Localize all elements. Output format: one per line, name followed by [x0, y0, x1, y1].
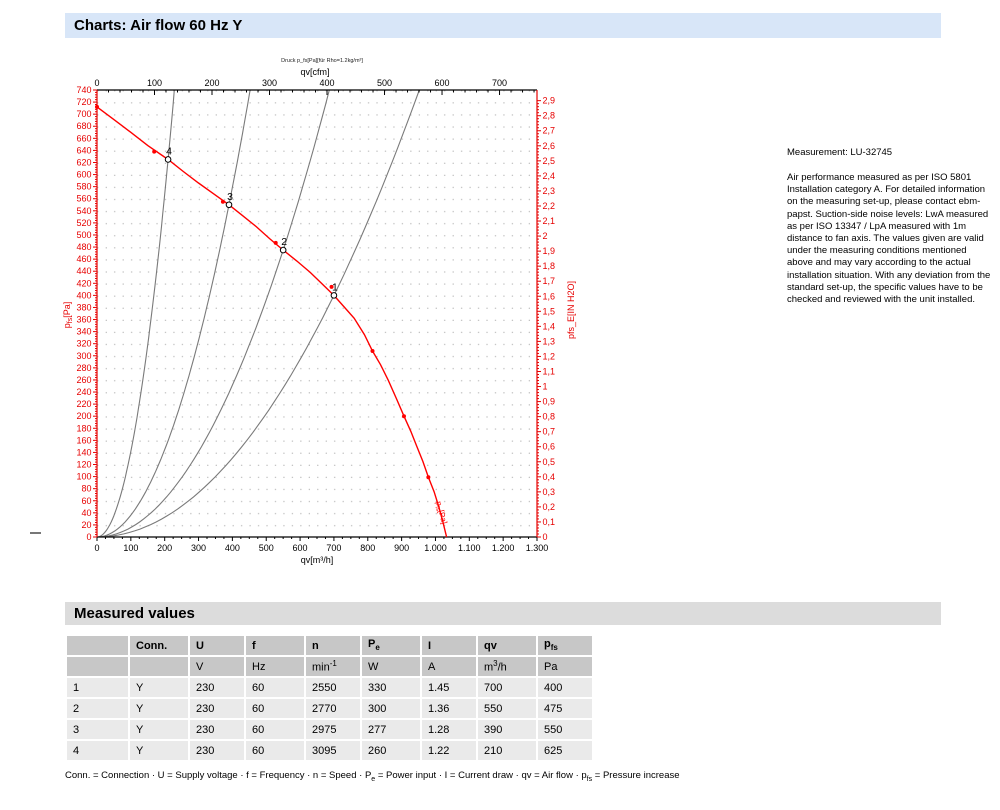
- right-axis-tick-label: 0,8: [542, 411, 556, 422]
- table-row-cell: Y: [130, 720, 188, 739]
- section-title-measured-values: Measured values: [65, 602, 941, 625]
- right-axis-tick-label: 2,3: [542, 185, 556, 196]
- table-row: [67, 741, 592, 760]
- bottom-axis-tick-label: 200: [157, 543, 173, 553]
- left-axis-tick-label: 200: [76, 411, 92, 422]
- table-row: [67, 678, 592, 697]
- measurement-id: Measurement: LU-32745: [787, 147, 893, 158]
- table-header-row-cell: I: [422, 636, 476, 655]
- table-legend: Conn. = Connection · U = Supply voltage · f = Frequency · n = Speed · $P_e$ = Power input · I = Current draw · qv = Air flow · $p_{fs}$ = Pressure increase: [65, 770, 680, 783]
- right-axis-tick-label: 1,4: [542, 321, 556, 332]
- table-row-cell: 625: [538, 741, 592, 760]
- table-header-row-cell: U: [190, 636, 244, 655]
- table-row: [67, 699, 592, 718]
- margin-dash: [30, 532, 41, 534]
- left-axis-tick-label: 220: [76, 399, 92, 410]
- table-row-cell: 2: [67, 699, 128, 718]
- left-axis-tick-label: 80: [81, 483, 92, 494]
- table-unit-row-cell: Hz: [246, 657, 304, 676]
- table-row-cell: 277: [362, 720, 420, 739]
- right-axis-tick-label: 2,7: [542, 125, 556, 136]
- table-row-cell: 60: [246, 699, 304, 718]
- table-unit-row-cell: Pa: [538, 657, 592, 676]
- page-title: Charts: Air flow 60 Hz Y: [65, 13, 941, 38]
- bottom-axis-tick-label: 1.200: [491, 543, 515, 553]
- left-axis-tick-label: 660: [76, 133, 92, 144]
- operating-point-marker: [280, 247, 286, 253]
- left-axis-tick-label: 260: [76, 374, 92, 385]
- table-header-row-cell: [67, 636, 128, 655]
- right-axis-tick-label: 2: [542, 231, 548, 242]
- left-axis-tick-label: 140: [76, 447, 92, 458]
- right-axis-tick-label: 2,2: [542, 200, 556, 211]
- table-row-cell: Y: [130, 741, 188, 760]
- airflow-chart: [0, 0, 650, 600]
- top-axis-tick-label: 0: [94, 78, 100, 88]
- right-axis-tick-label: 2,4: [542, 170, 556, 181]
- top-axis-tick-label: 300: [261, 78, 278, 88]
- right-axis-tick-label: 1,8: [542, 261, 556, 272]
- fan-curve-label: $p_{fs}[Pa]$: [433, 500, 449, 526]
- chart-grid: [97, 90, 537, 537]
- left-axis-tick-label: 680: [76, 121, 92, 132]
- left-axis-tick-label: 520: [76, 217, 92, 228]
- table-header-row-cell: f: [246, 636, 304, 655]
- table-row-cell: 550: [478, 699, 536, 718]
- table-row-cell: 210: [478, 741, 536, 760]
- table-row-cell: 330: [362, 678, 420, 697]
- bottom-axis-tick-label: 900: [394, 543, 410, 553]
- left-axis-tick-label: 500: [76, 229, 92, 240]
- left-axis-tick-label: 740: [76, 85, 92, 95]
- left-axis-tick-label: 40: [81, 507, 92, 518]
- left-axis-tick-label: 100: [76, 471, 92, 482]
- bottom-axis-tick-label: 400: [224, 543, 240, 553]
- table-unit-row-cell: [67, 657, 128, 676]
- bottom-axis: [94, 537, 548, 565]
- right-axis-title: pfs_E[IN H2O]: [566, 280, 576, 340]
- right-axis-tick-label: 0,4: [542, 471, 556, 482]
- right-axis-tick-label: 2,5: [542, 155, 556, 166]
- table-unit-row-cell: A: [422, 657, 476, 676]
- right-axis-tick-label: 1,9: [542, 246, 556, 257]
- left-axis-tick-label: 380: [76, 302, 92, 313]
- left-axis-tick-label: 720: [76, 97, 92, 108]
- table-row-cell: 3095: [306, 741, 360, 760]
- bottom-axis-tick-label: 1.300: [525, 543, 549, 553]
- left-axis-title: $p_{fs}[Pa]$: [62, 301, 74, 329]
- left-axis-tick-label: 60: [81, 495, 92, 506]
- left-axis-tick-label: 240: [76, 387, 92, 398]
- left-axis-tick-label: 420: [76, 278, 92, 289]
- table-row-cell: 1.36: [422, 699, 476, 718]
- table-header-row: [67, 636, 592, 655]
- fan-curve-dot: [274, 241, 278, 245]
- table-row-cell: 2550: [306, 678, 360, 697]
- right-axis-tick-label: 1,2: [542, 351, 556, 362]
- right-axis-tick-label: 0,1: [542, 516, 556, 527]
- left-axis-tick-label: 620: [76, 157, 92, 168]
- measured-values-table: [65, 634, 594, 762]
- table-row-cell: 475: [538, 699, 592, 718]
- right-axis-tick-label: 0,6: [542, 441, 556, 452]
- operating-point-marker: [331, 293, 337, 299]
- operating-point-number: 2: [281, 236, 288, 249]
- fan-curve-dot: [95, 105, 99, 109]
- left-axis-tick-label: 360: [76, 314, 92, 325]
- right-axis: [537, 90, 576, 542]
- top-axis-tick-label: 700: [492, 78, 508, 88]
- left-axis-tick-label: 460: [76, 254, 92, 265]
- right-axis-tick-label: 0,9: [542, 396, 556, 407]
- left-axis-tick-label: 560: [76, 193, 92, 204]
- right-axis-tick-label: 1,6: [542, 291, 556, 302]
- left-axis-tick-label: 400: [76, 290, 92, 301]
- table-row-cell: 60: [246, 678, 304, 697]
- table-row-cell: 230: [190, 678, 244, 697]
- right-axis-tick-label: 1,1: [542, 366, 556, 377]
- left-axis-tick-label: 280: [76, 362, 92, 373]
- table-row: [67, 720, 592, 739]
- table-unit-row-cell: V: [190, 657, 244, 676]
- bottom-axis-tick-label: 1.100: [458, 543, 481, 553]
- left-axis-tick-label: 540: [76, 205, 92, 216]
- table-row-cell: 400: [538, 678, 592, 697]
- right-axis-tick-label: 1,3: [542, 336, 556, 347]
- left-axis-tick-label: 20: [81, 519, 92, 530]
- top-axis-tick-label: 100: [146, 78, 163, 88]
- bottom-axis-tick-label: 500: [258, 543, 274, 553]
- table-row-cell: 60: [246, 720, 304, 739]
- table-row-cell: 1.45: [422, 678, 476, 697]
- table-row-cell: 700: [478, 678, 536, 697]
- fan-curve-dot: [426, 475, 430, 479]
- bottom-axis-tick-label: 700: [326, 543, 342, 553]
- table-row-cell: 390: [478, 720, 536, 739]
- top-axis-tick-label: 200: [204, 78, 220, 88]
- fan-curve-dot: [371, 349, 375, 353]
- top-axis-tick-label: 600: [434, 78, 450, 88]
- table-row-cell: 230: [190, 741, 244, 760]
- table-unit-row-cell: W: [362, 657, 420, 676]
- operating-point-number: 4: [166, 145, 172, 158]
- right-axis-tick-label: 2,1: [542, 216, 556, 227]
- table-row-cell: 230: [190, 720, 244, 739]
- operating-point-marker: [226, 202, 232, 208]
- table-row-cell: 1.22: [422, 741, 476, 760]
- right-axis-tick-label: 0,3: [542, 486, 556, 497]
- right-axis-tick-label: 0,2: [542, 501, 556, 512]
- fan-curve-dot: [221, 200, 225, 204]
- left-axis-tick-label: 180: [76, 423, 92, 434]
- table-row-cell: 3: [67, 720, 128, 739]
- left-axis-tick-label: 160: [76, 435, 92, 446]
- table-row-cell: 2770: [306, 699, 360, 718]
- table-unit-row-cell: $m^3/h$: [478, 657, 536, 676]
- table-row-cell: 550: [538, 720, 592, 739]
- table-row-cell: 2975: [306, 720, 360, 739]
- table-unit-row-cell: [130, 657, 188, 676]
- table-row-cell: 260: [362, 741, 420, 760]
- left-axis-tick-label: 340: [76, 326, 92, 337]
- table-header-row-cell: $p_{fs}$: [538, 636, 592, 655]
- operating-point-marker: [165, 157, 171, 163]
- measurement-disclaimer: Air performance measured as per ISO 5801 Installation category A. For detailed information on the measuring set-up, please contact ebm-papst. Suction-side noise levels: LwA measured as per ISO 13347 / LpA measured with 1m distance to fan axis. The values given are valid under the measuring conditions mentioned above and may vary according to the actual installation situation. With any deviation from the standard set-up, the specific values have to be checked and reviewed with the unit installed.: [787, 172, 991, 306]
- bottom-axis-tick-label: 600: [292, 543, 308, 553]
- operating-point-number: 1: [332, 281, 338, 294]
- table-row-cell: 1.28: [422, 720, 476, 739]
- table-header-row-cell: qv: [478, 636, 536, 655]
- right-axis-tick-label: 2,8: [542, 110, 556, 121]
- left-axis-tick-label: 300: [76, 350, 92, 361]
- left-axis-tick-label: 440: [76, 266, 92, 277]
- table-unit-row-cell: $\min^{-1}$: [306, 657, 360, 676]
- bottom-axis-tick-label: 0: [94, 543, 100, 553]
- chart-small-header: Druck p_fs[Pa][für Rho=1.2kg/m³]: [281, 58, 363, 64]
- right-axis-tick-label: 1: [542, 381, 548, 392]
- right-axis-tick-label: 0: [542, 532, 548, 542]
- table-row-cell: 230: [190, 699, 244, 718]
- left-axis-tick-label: 0: [86, 532, 92, 542]
- left-axis-tick-label: 640: [76, 145, 92, 156]
- table-header-row-cell: n: [306, 636, 360, 655]
- table-row-cell: 60: [246, 741, 304, 760]
- fan-curve-dot: [402, 414, 406, 418]
- table-header-row-cell: $P_e$: [362, 636, 420, 655]
- table-unit-row: [67, 657, 592, 676]
- right-axis-tick-label: 0,5: [542, 456, 556, 467]
- left-axis-tick-label: 600: [76, 169, 92, 180]
- bottom-axis-tick-label: 800: [360, 543, 376, 553]
- right-axis-tick-label: 1,7: [542, 276, 556, 287]
- top-axis-tick-label: 500: [377, 78, 393, 88]
- right-axis-tick-label: 2,6: [542, 140, 556, 151]
- fan-curve-dot: [152, 150, 156, 154]
- table-row-cell: Y: [130, 699, 188, 718]
- right-axis-tick-label: 0,7: [542, 426, 556, 437]
- right-axis-tick-label: 1,5: [542, 306, 556, 317]
- bottom-axis-tick-label: 300: [191, 543, 207, 553]
- left-axis-tick-label: 580: [76, 181, 92, 192]
- bottom-axis-tick-label: 1.000: [424, 543, 447, 553]
- table-header-row-cell: Conn.: [130, 636, 188, 655]
- top-axis-tick-label: 400: [319, 78, 335, 88]
- table-row-cell: 300: [362, 699, 420, 718]
- operating-point-number: 3: [227, 190, 233, 203]
- left-axis-tick-label: 120: [76, 459, 92, 470]
- bottom-axis-label: qv[m³/h]: [300, 555, 334, 565]
- left-axis-tick-label: 320: [76, 338, 92, 349]
- table-row-cell: Y: [130, 678, 188, 697]
- right-axis-tick-label: 2,9: [542, 95, 556, 106]
- top-axis-label: qv[cfm]: [300, 67, 330, 77]
- table-row-cell: 4: [67, 741, 128, 760]
- table-row-cell: 1: [67, 678, 128, 697]
- left-axis-tick-label: 700: [76, 109, 92, 120]
- left-axis-tick-label: 480: [76, 242, 92, 253]
- left-axis: [62, 85, 97, 542]
- bottom-axis-tick-label: 100: [123, 543, 139, 553]
